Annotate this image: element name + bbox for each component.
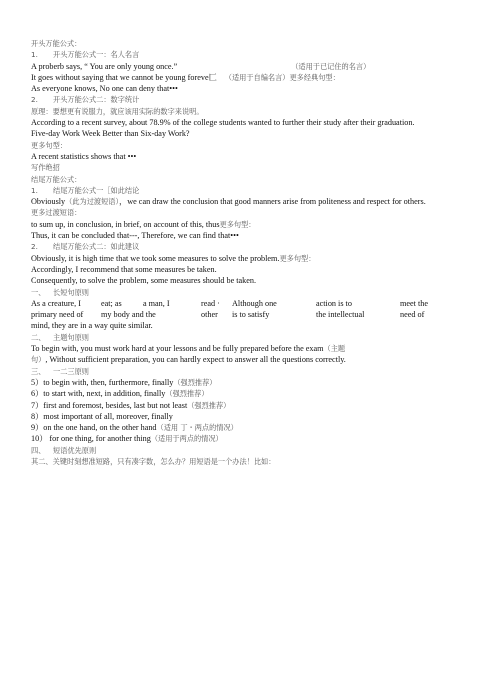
cell: eat; as [101,298,122,308]
example-accordingly: Accordingly, I recommend that some measures be taken. [31,264,217,274]
item-number: 1. [31,185,38,195]
cell: the intellectual [316,310,365,320]
principle-line: 原理：要想更有说服力，就应该用实际的数字来说明。 [31,106,204,116]
cell: my body and the [101,310,156,320]
cell: action is to [316,298,352,308]
document-page [31,38,471,467]
sequence-item-9 [31,422,471,433]
topic-sentence-text: To begin with, you must work hard at your lessons and be fully prepared before the exam [31,344,324,354]
transitions-text: to sum up, in conclusion, in brief, on account of this, thus [31,219,220,229]
cell: Although one [232,298,277,308]
sequence-note: （强烈推荐） [165,389,209,399]
sequence-note: （强烈推荐） [187,400,231,410]
example-conclusion [31,196,471,207]
sequence-text: 6）to start with, next, in addition, finally [31,389,166,399]
sequence-note: （强烈推荐） [173,377,217,387]
sequence-item-5 [31,377,471,388]
heading-closing-formulas: 结尾万能公式： [31,174,82,184]
example-high-time [31,253,471,264]
example-self-made [31,72,471,83]
item-label: 一二三原则 [53,366,89,376]
high-time-text: Obviously, it is high time that we took some measures to solve the problem. [31,253,280,263]
example-statistics: A recent statistics shows that ••• [31,151,137,161]
example-everyone-knows: As everyone knows, No one can deny that••• [31,84,178,94]
cell: As a creature, I [31,298,82,308]
sequence-text: 5）to begin with, then, furthermore, finally [31,377,174,387]
phrase-tip-line: 其二、关键时刻想准短路，只有凑字数，怎么办？用短语是一个办法！比如： [31,456,276,466]
cell: other [201,310,218,320]
proverb-text: A proberb says, “ You are only young once.” [31,61,178,71]
self-made-text: It goes without saying that we cannot be young foreve匚 [31,72,217,82]
subheading-opening-1 [31,49,471,60]
sequence-item-6 [31,388,471,399]
principle-1-heading [31,287,471,298]
subheading-opening-2 [31,94,471,105]
heading-opening-formulas: 开头万能公式： [31,39,82,48]
cell: read · [201,298,220,308]
item-number: 2. [31,95,38,105]
cell: meet the [400,298,428,308]
cell: primary need of [31,310,84,320]
writing-tips-heading: 写作绝招 [31,163,60,173]
item-label: 开头万能公式一：名人名言 [53,50,140,60]
sequence-item-7 [31,400,471,411]
sequence-text: 7）first and foremost, besides, last but not least [31,400,188,410]
more-patterns-label: 更多句型： [31,140,67,150]
topic-sentence-note: （主题 [323,344,346,354]
principle-2-heading [31,332,471,343]
subheading-closing-2 [31,241,471,252]
item-label: 长短句原则 [53,287,89,297]
transition-word: Obviously [31,197,66,207]
item-label: 短语优先原则 [53,445,97,455]
more-patterns-note: 更多句型： [279,253,316,263]
cell: is to satisfy [232,310,270,320]
item-label: 结尾万能公式一［如此结论 [53,185,140,195]
cell: need of [400,310,425,320]
topic-sentence-line-2 [31,354,471,365]
example-thus: Thus, it can be concluded that---, Therefore, we can find that••• [31,231,239,241]
sequence-text: 9）on the one hand, on the other hand [31,423,157,433]
principle-3-heading [31,366,471,377]
sequence-note: （适用于两点的情况） [150,434,223,444]
item-number: 2. [31,242,38,252]
transition-note: （此为过渡短语） [65,197,120,207]
cell: a man, I [143,298,170,308]
topic-sentence-note-end: 句） [31,355,46,365]
example-work-week: Five-day Work Week Better than Six-day Work? [31,129,190,139]
example-survey: According to a recent survey, about 78.9% of the college students wanted to further their study after their graduation. [31,118,415,128]
sequence-note: （适用 丁・两点的情况） [156,423,238,433]
item-number: 二、 [31,332,46,342]
principle-4-heading [31,445,471,456]
topic-sentence-line-1 [31,343,471,354]
example-consequently: Consequently, to solve the problem, some measures should be taken. [31,276,257,286]
item-label: 结尾万能公式二：如此建议 [53,242,140,252]
self-made-note: （适用于自编名言）更多经典句型： [224,72,340,82]
item-number: 一、 [31,287,46,297]
item-number: 四、 [31,445,46,455]
transitions-list [31,219,471,230]
subheading-closing-1 [31,185,471,196]
item-label: 主题句原则 [53,332,89,342]
item-number: 三、 [31,366,46,376]
sequence-item-10 [31,433,471,444]
preparation-text: , Without sufficient preparation, you can hardly expect to answer all the questions correctly. [45,355,346,365]
item-label: 开头万能公式二：数字统计 [53,95,140,105]
more-transitions-label: 更多过渡短语： [31,208,82,218]
long-short-row-2 [31,309,471,320]
example-proverb [31,61,471,72]
long-short-row-3: mind, they are in a way quite similar. [31,321,153,331]
long-short-row-1 [31,298,471,309]
more-patterns-note: 更多句型： [219,219,256,229]
sequence-item-8: 8）most important of all, moreover, finally [31,411,173,421]
sequence-text: 10） for one thing, for another thing [31,434,151,444]
item-number: 1. [31,50,38,60]
conclusion-text: ，we can draw the conclusion that good manners arise from politeness and respect for others. [119,197,426,207]
proverb-note: （适用于已记住的名言） [291,61,371,71]
